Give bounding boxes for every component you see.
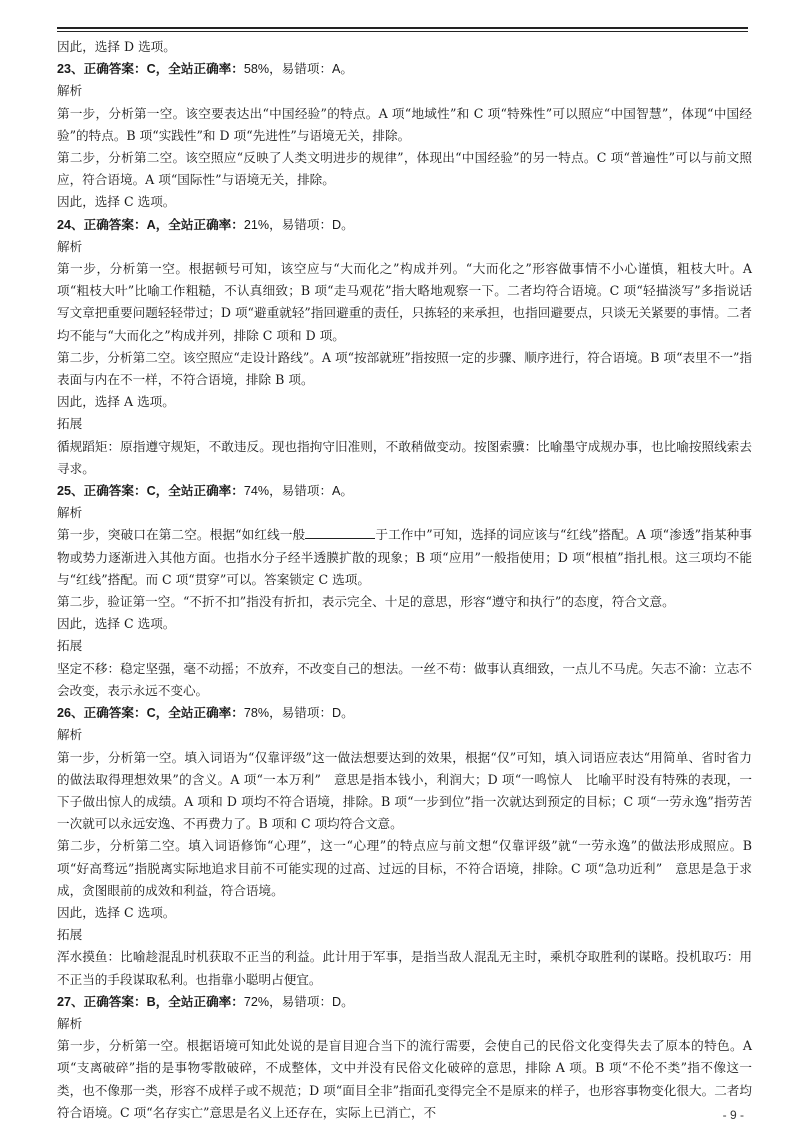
correct-answer: A <box>146 217 156 232</box>
page-number: - 9 - <box>722 1108 744 1122</box>
correct-rate: 58% <box>243 62 270 77</box>
rate-label: ，全站正确率： <box>155 993 244 1009</box>
correct-rate: 72% <box>243 994 270 1009</box>
answer-header <box>57 58 752 80</box>
paragraph: 第一步，分析第一空。该空要表达出“中国经验”的特点。A 项“地域性”和 C 项“特殊性”可以照应“中国智慧”，体现“中国经验”的特点。B 项“实践性”和 D 项“先进性”与语境无关，排除。 <box>57 105 752 143</box>
header-rule-thin <box>57 31 748 32</box>
header-rule-thick <box>57 27 748 29</box>
paragraph: 因此，选择 C 选项。 <box>57 194 176 210</box>
section-label: 解析 <box>57 505 83 521</box>
section-label: 解析 <box>57 727 83 743</box>
paragraph: 因此，选择 D 选项。 <box>57 39 176 54</box>
question-number: 23 <box>57 62 72 77</box>
section-label: 拓展 <box>57 927 83 943</box>
fill-blank <box>305 524 375 539</box>
wrong-label: ，易错项： <box>269 61 333 77</box>
correct-answer: C <box>146 484 156 499</box>
paragraph: 第二步，分析第二空。该空照应“反映了人类文明进步的规律”，体现出“中国经验”的另一特点。C 项“普遍性”可以与前文照应，符合语境。A 项“国际性”与语境无关，排除。 <box>57 150 752 188</box>
section-label: 拓展 <box>57 416 83 432</box>
question-number: 26 <box>57 706 72 721</box>
answer-header <box>57 991 752 1013</box>
section-label: 解析 <box>57 83 83 99</box>
paragraph: 因此，选择 A 选项。 <box>57 394 175 410</box>
paragraph: 第一步，分析第一空。填入词语为“仅靠评级”这一做法想要达到的效果，根据“仅”可知，填入词语应表达“用简单、省时省力的做法取得理想效果”的含义。A 项“一本万利” 意思是指本钱小，利润大；D 项“一鸣惊人 比喻平时没有特殊的表现，一下子做出惊人的成绩。A 项和 D 项均不符合语境，排除。B 项“一步到位”指一次就达到预定的目标；C 项“一劳永逸”指劳苦一次就可以永远安逸、不再费力了。B 项和 C 项均符合文意。 <box>57 749 752 832</box>
paragraph: 浑水摸鱼：比喻趁混乱时机获取不正当的利益。此计用于军事，是指当敌人混乱无主时，乘机夺取胜利的谋略。投机取巧：用不正当的手段谋取私利。也指靠小聪明占便宜。 <box>57 949 752 987</box>
answer-label: 、正确答案： <box>71 61 147 77</box>
answer-label: 、正确答案： <box>71 216 147 232</box>
answer-header <box>57 480 752 502</box>
wrong-option: D。 <box>332 994 354 1009</box>
paragraph: 因此，选择 C 选项。 <box>57 616 176 632</box>
correct-rate: 74% <box>243 484 270 499</box>
answer-label: 、正确答案： <box>71 993 147 1009</box>
wrong-option: D。 <box>332 706 354 721</box>
answer-label: 、正确答案： <box>71 705 147 721</box>
question-number: 27 <box>57 994 72 1009</box>
paragraph: 因此，选择 C 选项。 <box>57 904 176 920</box>
rate-label: ，全站正确率： <box>155 61 244 77</box>
correct-answer: C <box>146 706 156 721</box>
paragraph: 第一步，分析第一空。根据顿号可知，该空应与“大而化之”构成并列。“大而化之”形容做事情不小心谨慎，粗枝大叶。A 项“粗枝大叶”比喻工作粗糙，不认真细致；B 项“走马观花”指大略地观察一下。二者均符合语境。C 项“轻描淡写”多指说话写文章把重要问题轻轻带过；D 项“避重就轻”指回避重的责任，只拣轻的来承担，也指回避要点，只谈无关紧要的事情。二者均不能与“大而化之”构成并列，排除 C 项和 D 项。 <box>57 261 752 343</box>
wrong-label: ，易错项： <box>269 216 333 232</box>
wrong-option: A。 <box>332 484 354 499</box>
paragraph: 第二步，验证第一空。“不折不扣”指没有折扣，表示完全、十足的意思，形容“遵守和执行”的态度，符合文意。 <box>57 594 675 610</box>
wrong-label: ，易错项： <box>269 483 333 499</box>
wrong-option: A。 <box>332 62 354 77</box>
wrong-label: ，易错项： <box>269 993 333 1009</box>
document-body <box>57 36 752 1124</box>
answer-header <box>57 214 752 236</box>
rate-label: ，全站正确率： <box>155 216 244 232</box>
paragraph: 循规蹈矩：原指遵守规矩，不敢违反。现也指拘守旧准则，不敢稍做变动。按图索骥：比喻墨守成规办事，也比喻按照线索去寻求。 <box>57 438 752 476</box>
answer-header <box>57 702 752 724</box>
section-label: 解析 <box>57 1015 83 1031</box>
wrong-option: D。 <box>332 217 354 232</box>
paragraph: 第二步，分析第二空。填入词语修饰“心理”，这一“心理”的特点应与前文想“仅靠评级”就“一劳永逸”的做法形成照应。B 项“好高骛远”指脱离实际地追求目前不可能实现的过高、过远的目标，不符合语境，排除。C 项“急功近利” 意思是急于求成，贪图眼前的成效和利益，符合语境。 <box>57 838 752 898</box>
paragraph-text: 于工作中”可知，选择的词应该与“红线”搭配。A 项“渗透”指某种事物或势力逐渐进入其他方面。也指水分子经半透膜扩散的现象；B 项“应用”一般指使用；D 项“根植”指扎根。这三项均不能与“红线”搭配。而 C 项“贯穿”可以。答案锁定 C 选项。 <box>57 527 752 587</box>
paragraph <box>57 524 752 591</box>
question-number: 24 <box>57 217 72 232</box>
correct-rate: 78% <box>243 706 270 721</box>
paragraph: 坚定不移：稳定坚强，毫不动摇；不放弃，不改变自己的想法。一丝不苟：做事认真细致，一点儿不马虎。矢志不渝：立志不会改变，表示永远不变心。 <box>57 660 752 698</box>
correct-rate: 21% <box>243 217 270 232</box>
correct-answer: B <box>146 994 156 1009</box>
paragraph: 第一步，分析第一空。根据语境可知此处说的是盲目迎合当下的流行需要，会使自己的民俗文化变得失去了原本的特色。A 项“支离破碎”指的是事物零散破碎，不成整体，文中并没有民俗文化破碎的意思，排除 A 项。B 项“不伦不类”指不像这一类，也不像那一类，形容不成样子或不规范；D 项“面目全非”指面孔变得完全不是原来的样子，也形容事物变化很大。二者均符合语境。C 项“名存实亡”意思是名义上还存在，实际上已消亡，不 <box>57 1038 752 1120</box>
paragraph: 第二步，分析第二空。该空照应“走设计路线”。A 项“按部就班”指按照一定的步骤、顺序进行，符合语境。B 项“表里不一”指表面与内在不一样，不符合语境，排除 B 项。 <box>57 349 752 388</box>
question-number: 25 <box>57 484 72 499</box>
answer-label: 、正确答案： <box>71 483 147 499</box>
paragraph-text: 第一步，突破口在第二空。根据“如红线一般 <box>57 527 306 543</box>
section-label: 拓展 <box>57 638 83 654</box>
rate-label: ，全站正确率： <box>155 483 244 499</box>
rate-label: ，全站正确率： <box>155 705 244 721</box>
section-label: 解析 <box>57 238 83 254</box>
correct-answer: C <box>146 62 156 77</box>
wrong-label: ，易错项： <box>269 705 333 721</box>
